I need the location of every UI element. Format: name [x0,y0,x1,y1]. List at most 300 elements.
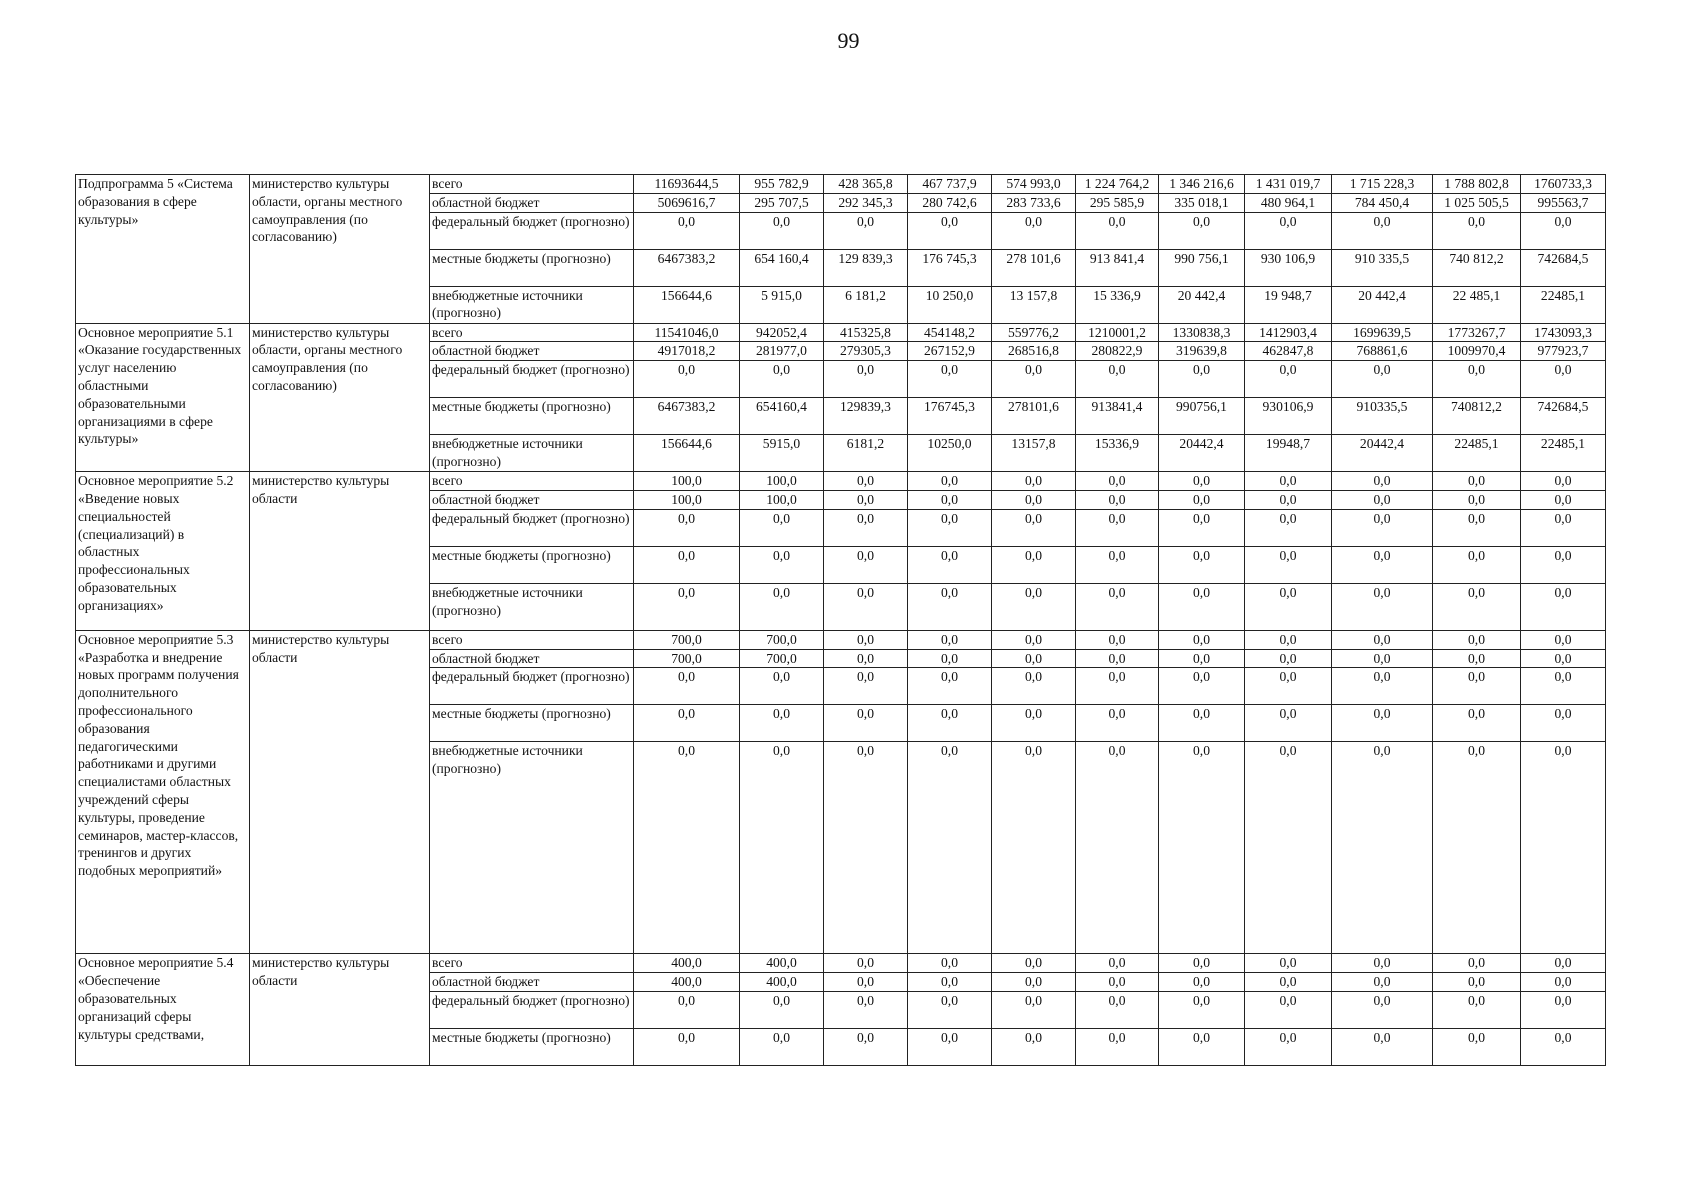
amount-cell: 930 106,9 [1245,249,1332,286]
amount-cell: 0,0 [1245,705,1332,742]
amount-cell: 0,0 [1332,954,1433,973]
amount-cell: 0,0 [824,991,908,1028]
amount-cell: 0,0 [1521,973,1606,992]
amount-cell: 0,0 [634,509,740,546]
amount-cell: 0,0 [824,954,908,973]
amount-cell: 0,0 [1076,742,1159,954]
amount-cell: 22485,1 [1521,435,1606,472]
amount-cell: 462847,8 [1245,342,1332,361]
amount-cell: 0,0 [1159,668,1245,705]
funding-source-cell: областной бюджет [430,342,634,361]
amount-cell: 6181,2 [824,435,908,472]
amount-cell: 0,0 [908,630,992,649]
amount-cell: 0,0 [1076,1028,1159,1065]
amount-cell: 0,0 [908,705,992,742]
amount-cell: 0,0 [1245,668,1332,705]
amount-cell: 0,0 [908,1028,992,1065]
amount-cell: 0,0 [1521,630,1606,649]
amount-cell: 0,0 [1245,509,1332,546]
amount-cell: 100,0 [740,490,824,509]
amount-cell: 0,0 [1433,705,1521,742]
amount-cell: 0,0 [1076,954,1159,973]
amount-cell: 930106,9 [1245,398,1332,435]
amount-cell: 400,0 [634,973,740,992]
program-name-cell: Основное мероприятие 5.1 «Оказание государственных услуг населению областными образовательными организациями в сфере культуры» [76,323,250,472]
amount-cell: 0,0 [1521,742,1606,954]
amount-cell: 784 450,4 [1332,193,1433,212]
amount-cell: 0,0 [634,361,740,398]
amount-cell: 267152,9 [908,342,992,361]
amount-cell: 6467383,2 [634,249,740,286]
amount-cell: 0,0 [1433,490,1521,509]
amount-cell: 0,0 [740,742,824,954]
amount-cell: 278 101,6 [992,249,1076,286]
amount-cell: 995563,7 [1521,193,1606,212]
amount-cell: 0,0 [824,583,908,630]
funding-source-cell: областной бюджет [430,193,634,212]
amount-cell: 0,0 [908,991,992,1028]
amount-cell: 20 442,4 [1332,286,1433,323]
amount-cell: 0,0 [1521,705,1606,742]
amount-cell: 156644,6 [634,286,740,323]
amount-cell: 990756,1 [1159,398,1245,435]
program-name-cell: Основное мероприятие 5.3 «Разработка и внедрение новых программ получения дополнительного профессионального образования педагогическими работниками и другими специалистами областных учреждений сферы культуры, проведение семинаров, мастер-классов, тренингов и других подобных мероприятий» [76,630,250,954]
amount-cell: 0,0 [1159,472,1245,491]
amount-cell: 1 346 216,6 [1159,175,1245,194]
amount-cell: 0,0 [1433,668,1521,705]
amount-cell: 0,0 [908,583,992,630]
amount-cell: 0,0 [1245,472,1332,491]
amount-cell: 700,0 [740,649,824,668]
table-row [76,175,1606,194]
amount-cell: 0,0 [1159,361,1245,398]
amount-cell: 22485,1 [1521,286,1606,323]
amount-cell: 0,0 [1076,973,1159,992]
funding-source-cell: областной бюджет [430,490,634,509]
amount-cell: 0,0 [1433,361,1521,398]
amount-cell: 0,0 [908,546,992,583]
amount-cell: 0,0 [740,546,824,583]
amount-cell: 977923,7 [1521,342,1606,361]
amount-cell: 4917018,2 [634,342,740,361]
amount-cell: 454148,2 [908,323,992,342]
responsible-executor-cell: министерство культуры области, органы местного самоуправления (по согласованию) [250,323,430,472]
amount-cell: 942052,4 [740,323,824,342]
amount-cell: 0,0 [1332,212,1433,249]
amount-cell: 0,0 [1521,490,1606,509]
funding-source-cell: внебюджетные источники (прогнозно) [430,583,634,630]
program-name-cell: Основное мероприятие 5.4 «Обеспечение образовательных организаций сферы культуры средствами, [76,954,250,1066]
amount-cell: 1412903,4 [1245,323,1332,342]
amount-cell: 0,0 [992,630,1076,649]
amount-cell: 0,0 [992,1028,1076,1065]
amount-cell: 574 993,0 [992,175,1076,194]
funding-source-cell: всего [430,472,634,491]
amount-cell: 0,0 [992,583,1076,630]
amount-cell: 100,0 [634,472,740,491]
amount-cell: 295 707,5 [740,193,824,212]
funding-source-cell: федеральный бюджет (прогнозно) [430,212,634,249]
amount-cell: 0,0 [1433,212,1521,249]
amount-cell: 0,0 [634,583,740,630]
amount-cell: 0,0 [992,705,1076,742]
amount-cell: 0,0 [1245,1028,1332,1065]
amount-cell: 268516,8 [992,342,1076,361]
amount-cell: 0,0 [992,509,1076,546]
amount-cell: 1 025 505,5 [1433,193,1521,212]
amount-cell: 176745,3 [908,398,992,435]
amount-cell: 129 839,3 [824,249,908,286]
amount-cell: 0,0 [1521,583,1606,630]
amount-cell: 20442,4 [1159,435,1245,472]
amount-cell: 1773267,7 [1433,323,1521,342]
amount-cell: 10250,0 [908,435,992,472]
amount-cell: 0,0 [1433,509,1521,546]
amount-cell: 0,0 [740,1028,824,1065]
amount-cell: 0,0 [824,630,908,649]
responsible-executor-cell: министерство культуры области [250,630,430,954]
funding-source-cell: местные бюджеты (прогнозно) [430,249,634,286]
amount-cell: 0,0 [1159,546,1245,583]
amount-cell: 1009970,4 [1433,342,1521,361]
amount-cell: 0,0 [634,705,740,742]
amount-cell: 0,0 [1332,649,1433,668]
amount-cell: 0,0 [634,212,740,249]
amount-cell: 6 181,2 [824,286,908,323]
amount-cell: 742684,5 [1521,398,1606,435]
amount-cell: 400,0 [740,954,824,973]
amount-cell: 700,0 [634,649,740,668]
amount-cell: 0,0 [908,509,992,546]
amount-cell: 955 782,9 [740,175,824,194]
amount-cell: 0,0 [740,509,824,546]
amount-cell: 740812,2 [1433,398,1521,435]
amount-cell: 0,0 [1332,361,1433,398]
amount-cell: 0,0 [1076,630,1159,649]
funding-source-cell: местные бюджеты (прогнозно) [430,1028,634,1065]
program-name-cell: Подпрограмма 5 «Система образования в сфере культуры» [76,175,250,324]
amount-cell: 0,0 [1521,649,1606,668]
amount-cell: 0,0 [1159,705,1245,742]
amount-cell: 0,0 [740,212,824,249]
amount-cell: 0,0 [1332,1028,1433,1065]
amount-cell: 0,0 [824,973,908,992]
amount-cell: 0,0 [1332,509,1433,546]
amount-cell: 20 442,4 [1159,286,1245,323]
amount-cell: 0,0 [1433,649,1521,668]
amount-cell: 0,0 [740,991,824,1028]
amount-cell: 0,0 [634,546,740,583]
amount-cell: 768861,6 [1332,342,1433,361]
amount-cell: 0,0 [1076,509,1159,546]
amount-cell: 0,0 [1076,361,1159,398]
amount-cell: 0,0 [634,668,740,705]
amount-cell: 0,0 [824,361,908,398]
amount-cell: 1 788 802,8 [1433,175,1521,194]
responsible-executor-cell: министерство культуры области [250,472,430,631]
amount-cell: 559776,2 [992,323,1076,342]
amount-cell: 910 335,5 [1332,249,1433,286]
amount-cell: 0,0 [1076,583,1159,630]
amount-cell: 0,0 [1245,212,1332,249]
amount-cell: 0,0 [1245,991,1332,1028]
amount-cell: 0,0 [1433,546,1521,583]
amount-cell: 0,0 [992,954,1076,973]
amount-cell: 22 485,1 [1433,286,1521,323]
amount-cell: 0,0 [1521,668,1606,705]
amount-cell: 0,0 [1159,991,1245,1028]
amount-cell: 0,0 [1245,649,1332,668]
amount-cell: 0,0 [1159,649,1245,668]
funding-source-cell: внебюджетные источники (прогнозно) [430,286,634,323]
amount-cell: 1699639,5 [1332,323,1433,342]
amount-cell: 0,0 [824,546,908,583]
amount-cell: 0,0 [1332,705,1433,742]
amount-cell: 11541046,0 [634,323,740,342]
amount-cell: 0,0 [992,649,1076,668]
amount-cell: 13157,8 [992,435,1076,472]
amount-cell: 0,0 [1433,991,1521,1028]
amount-cell: 0,0 [1332,630,1433,649]
amount-cell: 11693644,5 [634,175,740,194]
amount-cell: 990 756,1 [1159,249,1245,286]
amount-cell: 0,0 [1245,973,1332,992]
amount-cell: 1 431 019,7 [1245,175,1332,194]
amount-cell: 1330838,3 [1159,323,1245,342]
amount-cell: 0,0 [908,742,992,954]
amount-cell: 0,0 [1245,742,1332,954]
table-row [76,954,1606,973]
table-row [76,323,1606,342]
funding-source-cell: всего [430,630,634,649]
amount-cell: 0,0 [1245,630,1332,649]
amount-cell: 13 157,8 [992,286,1076,323]
amount-cell: 700,0 [740,630,824,649]
amount-cell: 0,0 [992,472,1076,491]
amount-cell: 0,0 [740,361,824,398]
amount-cell: 0,0 [908,954,992,973]
amount-cell: 278101,6 [992,398,1076,435]
amount-cell: 654160,4 [740,398,824,435]
amount-cell: 0,0 [1245,546,1332,583]
table-body [76,175,1606,1066]
amount-cell: 0,0 [824,490,908,509]
amount-cell: 0,0 [1159,509,1245,546]
amount-cell: 0,0 [1245,361,1332,398]
amount-cell: 400,0 [634,954,740,973]
amount-cell: 913841,4 [1076,398,1159,435]
amount-cell: 0,0 [1076,668,1159,705]
amount-cell: 0,0 [992,973,1076,992]
amount-cell: 467 737,9 [908,175,992,194]
amount-cell: 0,0 [1076,472,1159,491]
amount-cell: 292 345,3 [824,193,908,212]
amount-cell: 0,0 [992,742,1076,954]
amount-cell: 742684,5 [1521,249,1606,286]
table-row [76,630,1606,649]
amount-cell: 1 224 764,2 [1076,175,1159,194]
amount-cell: 913 841,4 [1076,249,1159,286]
amount-cell: 0,0 [1159,742,1245,954]
amount-cell: 0,0 [1521,1028,1606,1065]
funding-source-cell: федеральный бюджет (прогнозно) [430,361,634,398]
amount-cell: 15336,9 [1076,435,1159,472]
amount-cell: 0,0 [1521,472,1606,491]
amount-cell: 0,0 [1332,583,1433,630]
amount-cell: 0,0 [1433,742,1521,954]
program-name-cell: Основное мероприятие 5.2 «Введение новых специальностей (специализаций) в областных профессиональных образовательных организациях» [76,472,250,631]
amount-cell: 281977,0 [740,342,824,361]
funding-source-cell: федеральный бюджет (прогнозно) [430,509,634,546]
table-row [76,472,1606,491]
amount-cell: 19948,7 [1245,435,1332,472]
amount-cell: 0,0 [1433,973,1521,992]
amount-cell: 15 336,9 [1076,286,1159,323]
amount-cell: 5069616,7 [634,193,740,212]
amount-cell: 0,0 [1245,490,1332,509]
amount-cell: 0,0 [1332,472,1433,491]
amount-cell: 0,0 [824,212,908,249]
amount-cell: 0,0 [634,1028,740,1065]
amount-cell: 176 745,3 [908,249,992,286]
funding-source-cell: всего [430,175,634,194]
amount-cell: 1760733,3 [1521,175,1606,194]
amount-cell: 5915,0 [740,435,824,472]
amount-cell: 0,0 [1332,991,1433,1028]
amount-cell: 295 585,9 [1076,193,1159,212]
page-number: 99 [837,28,860,53]
amount-cell: 0,0 [634,742,740,954]
amount-cell: 0,0 [1433,472,1521,491]
amount-cell: 0,0 [1159,630,1245,649]
amount-cell: 0,0 [908,490,992,509]
amount-cell: 280 742,6 [908,193,992,212]
amount-cell: 740 812,2 [1433,249,1521,286]
amount-cell: 0,0 [908,668,992,705]
responsible-executor-cell: министерство культуры области [250,954,430,1066]
amount-cell: 0,0 [824,649,908,668]
amount-cell: 428 365,8 [824,175,908,194]
amount-cell: 0,0 [740,668,824,705]
amount-cell: 0,0 [992,668,1076,705]
amount-cell: 700,0 [634,630,740,649]
amount-cell: 0,0 [1521,991,1606,1028]
amount-cell: 0,0 [1076,649,1159,668]
amount-cell: 0,0 [1433,630,1521,649]
amount-cell: 0,0 [1332,668,1433,705]
amount-cell: 0,0 [1159,583,1245,630]
amount-cell: 0,0 [908,361,992,398]
amount-cell: 0,0 [908,212,992,249]
amount-cell: 20442,4 [1332,435,1433,472]
amount-cell: 1743093,3 [1521,323,1606,342]
amount-cell: 5 915,0 [740,286,824,323]
amount-cell: 0,0 [1245,954,1332,973]
amount-cell: 0,0 [1433,954,1521,973]
amount-cell: 22485,1 [1433,435,1521,472]
funding-source-cell: местные бюджеты (прогнозно) [430,398,634,435]
amount-cell: 400,0 [740,973,824,992]
amount-cell: 1 715 228,3 [1332,175,1433,194]
amount-cell: 0,0 [992,991,1076,1028]
amount-cell: 0,0 [1245,583,1332,630]
amount-cell: 319639,8 [1159,342,1245,361]
amount-cell: 0,0 [1332,546,1433,583]
responsible-executor-cell: министерство культуры области, органы местного самоуправления (по согласованию) [250,175,430,324]
amount-cell: 0,0 [908,973,992,992]
amount-cell: 335 018,1 [1159,193,1245,212]
amount-cell: 0,0 [1521,546,1606,583]
amount-cell: 280822,9 [1076,342,1159,361]
amount-cell: 0,0 [1076,490,1159,509]
funding-source-cell: областной бюджет [430,649,634,668]
amount-cell: 0,0 [824,668,908,705]
funding-source-cell: местные бюджеты (прогнозно) [430,705,634,742]
amount-cell: 100,0 [740,472,824,491]
amount-cell: 0,0 [1332,742,1433,954]
amount-cell: 0,0 [992,546,1076,583]
amount-cell: 1210001,2 [1076,323,1159,342]
amount-cell: 0,0 [1433,1028,1521,1065]
amount-cell: 910335,5 [1332,398,1433,435]
amount-cell: 19 948,7 [1245,286,1332,323]
amount-cell: 0,0 [1076,212,1159,249]
funding-source-cell: местные бюджеты (прогнозно) [430,546,634,583]
financing-table [75,174,1606,1066]
funding-source-cell: федеральный бюджет (прогнозно) [430,668,634,705]
amount-cell: 129839,3 [824,398,908,435]
funding-source-cell: всего [430,323,634,342]
funding-source-cell: всего [430,954,634,973]
amount-cell: 0,0 [740,583,824,630]
amount-cell: 6467383,2 [634,398,740,435]
funding-source-cell: федеральный бюджет (прогнозно) [430,991,634,1028]
amount-cell: 0,0 [992,212,1076,249]
amount-cell: 0,0 [1159,490,1245,509]
amount-cell: 0,0 [1076,991,1159,1028]
amount-cell: 0,0 [992,490,1076,509]
amount-cell: 0,0 [1159,1028,1245,1065]
amount-cell: 0,0 [824,1028,908,1065]
amount-cell: 0,0 [740,705,824,742]
amount-cell: 0,0 [824,705,908,742]
amount-cell: 0,0 [1521,361,1606,398]
amount-cell: 0,0 [1521,509,1606,546]
amount-cell: 480 964,1 [1245,193,1332,212]
amount-cell: 0,0 [1159,954,1245,973]
amount-cell: 0,0 [1076,705,1159,742]
amount-cell: 0,0 [1332,973,1433,992]
amount-cell: 0,0 [992,361,1076,398]
amount-cell: 0,0 [634,991,740,1028]
amount-cell: 0,0 [908,472,992,491]
funding-source-cell: областной бюджет [430,973,634,992]
amount-cell: 0,0 [908,649,992,668]
amount-cell: 10 250,0 [908,286,992,323]
amount-cell: 415325,8 [824,323,908,342]
amount-cell: 279305,3 [824,342,908,361]
funding-source-cell: внебюджетные источники (прогнозно) [430,742,634,954]
amount-cell: 0,0 [1159,212,1245,249]
amount-cell: 156644,6 [634,435,740,472]
amount-cell: 0,0 [1332,490,1433,509]
amount-cell: 0,0 [824,509,908,546]
amount-cell: 0,0 [1433,583,1521,630]
amount-cell: 654 160,4 [740,249,824,286]
amount-cell: 0,0 [824,742,908,954]
amount-cell: 0,0 [824,472,908,491]
amount-cell: 0,0 [1521,954,1606,973]
